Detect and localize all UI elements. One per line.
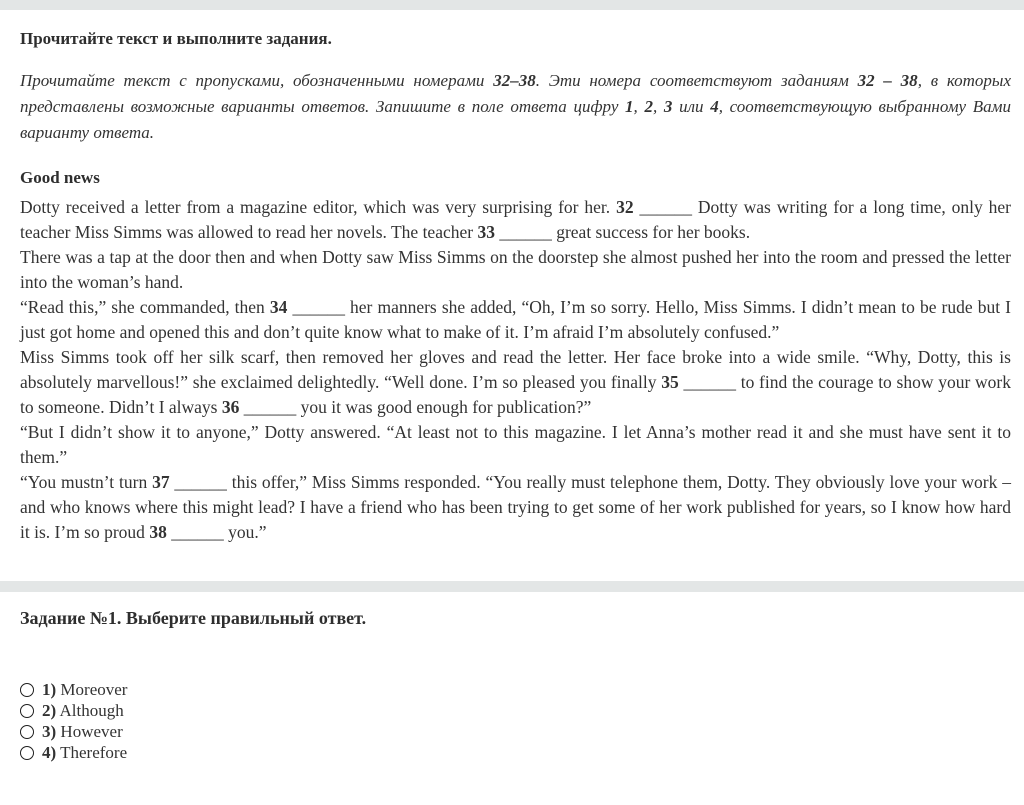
gap-number: 32–38 [493,71,536,90]
gap-number: 2 [644,97,653,116]
text-segment: ______ you it was good enough for publication?” [239,397,592,417]
passage-paragraph [20,420,1011,470]
text-segment: There was a tap at the door then and when Dotty saw Miss Simms on the doorstep she almost pushed her into the room and pressed the letter into the woman’s hand. [20,247,1011,292]
text-segment: Miss Simms took off her silk scarf, then removed her gloves and read the letter. Her face broke into a wide smile. “Why, Dotty, this is absolutely marvellous!” she exclaimed delightedly. “Well done. I’m so pleased you finally [20,347,1011,392]
text-segment: , в которых представлены возможные варианты ответов. Запишите в поле ответа цифру [20,71,1011,116]
text-segment: , [633,97,645,116]
gap-number: 37 [152,472,170,492]
gap-number: 34 [269,297,288,317]
answer-options [20,679,1024,763]
gap-number: 35 [661,372,679,392]
text-segment: , соответствующую выбранному Вами варианту ответа. [20,97,1012,142]
question-heading: Задание №1. Выберите правильный ответ. [20,608,367,628]
option-number: 2) [42,700,57,720]
passage-title: Good news [20,168,100,187]
option-number: 3) [42,721,57,741]
passage-paragraph [20,345,1011,420]
option-number: 4) [42,742,57,762]
passage-paragraph [20,470,1011,545]
text-segment: “Read this,” she commanded, then [20,297,270,317]
text-segment: “But I didn’t show it to anyone,” Dotty answered. “At least not to this magazine. I let Anna’s mother read it and she must have sent it to them.” [20,422,1011,467]
answer-option-3[interactable] [20,721,1024,742]
passage-paragraph [20,295,1011,345]
text-segment: ______ this offer,” Miss Simms responded. “You really must telephone them, Dotty. They obviously love your work – and who knows where this might lead? I have a friend who has been trying to get some of her work published for years, so I know how hard it is. I’m so proud [20,472,1011,542]
instructions-heading: Прочитайте текст и выполните задания. [20,29,332,48]
gap-number: 1 [625,97,634,116]
gap-number: 36 [221,397,240,417]
text-segment: , [652,97,664,116]
text-segment: ______ to find the courage to show your work to someone. Didn’t I always [20,372,1011,417]
text-segment: Прочитайте текст с пропусками, обозначенными номерами [20,71,494,90]
gap-number: 3 [663,97,673,116]
text-segment: Dotty received a letter from a magazine editor, which was very surprising for her. [20,197,617,217]
answer-option-4[interactable] [20,742,1024,763]
radio-button-icon[interactable] [20,725,34,739]
option-label: Therefore [56,742,128,762]
gap-number: 32 [616,197,634,217]
text-segment: или [672,97,711,116]
question-section [0,608,1024,763]
radio-button-icon[interactable] [20,683,34,697]
task-instructions-paragraph [20,68,1011,146]
answer-option-1[interactable] [20,679,1024,700]
radio-button-icon[interactable] [20,704,34,718]
gap-number: 33 [477,222,495,242]
gap-number: 32 – 38 [857,71,918,90]
option-label: However [56,721,123,741]
passage-paragraph [20,245,1011,295]
option-number: 1) [42,679,57,699]
gap-number: 4 [710,97,719,116]
text-segment: “You mustn’t turn [20,472,153,492]
text-segment: ______ you.” [166,522,267,542]
text-segment: ______ great success for her books. [494,222,751,242]
reading-section [0,29,1024,545]
text-segment: ______ Dotty was writing for a long time, only her teacher Miss Simms was allowed to read her novels. The teacher [20,197,1011,242]
text-segment: ______ her manners she added, “Oh, I’m so sorry. Hello, Miss Simms. I didn’t mean to be rude but I just got home and opened this and don’t quite know what to make of it. I’m afraid I’m absolutely confused.” [20,297,1011,342]
top-divider-bar [0,0,1024,10]
section-divider [0,581,1024,592]
gap-number: 38 [149,522,167,542]
option-label: Moreover [56,679,128,699]
passage-text [20,195,1011,545]
option-label: Although [56,700,124,720]
answer-option-2[interactable] [20,700,1024,721]
text-segment: . Эти номера соответствуют заданиям [535,71,858,90]
passage-paragraph [20,195,1011,245]
radio-button-icon[interactable] [20,746,34,760]
